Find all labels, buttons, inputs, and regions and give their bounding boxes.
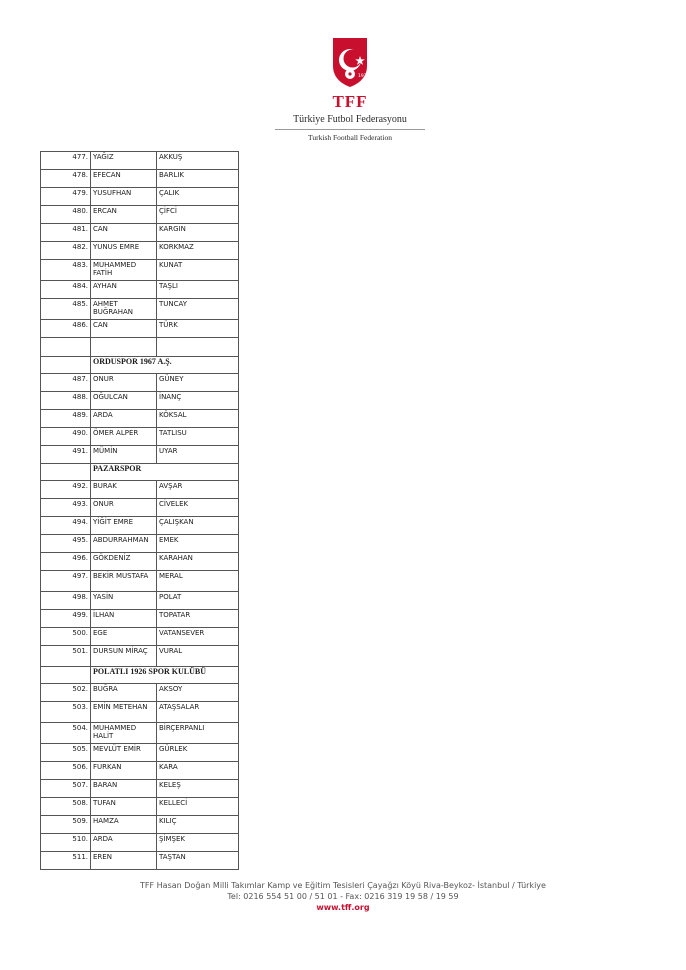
empty-cell <box>41 338 91 357</box>
letterhead <box>270 36 430 142</box>
player-number: 500. <box>41 628 91 646</box>
player-last-name: AKKUŞ <box>157 152 239 170</box>
player-row <box>41 299 239 320</box>
player-last-name: TOPATAR <box>157 610 239 628</box>
player-list-table <box>40 151 239 870</box>
player-first-name: YİĞİT EMRE <box>91 517 157 535</box>
player-first-name: ARDA <box>91 410 157 428</box>
player-row <box>41 499 239 517</box>
player-number: 498. <box>41 592 91 610</box>
player-first-name: ÖMER ALPER <box>91 428 157 446</box>
player-first-name: GÖKDENİZ <box>91 553 157 571</box>
player-first-name: CAN <box>91 320 157 338</box>
player-first-name: EMİN METEHAN <box>91 702 157 723</box>
player-number: 499. <box>41 610 91 628</box>
player-row <box>41 852 239 870</box>
page-footer <box>0 880 686 913</box>
player-number: 480. <box>41 206 91 224</box>
player-first-name: ONUR <box>91 499 157 517</box>
player-row <box>41 410 239 428</box>
player-last-name: EMEK <box>157 535 239 553</box>
spacer-row <box>41 338 239 357</box>
player-row <box>41 553 239 571</box>
player-first-name: EREN <box>91 852 157 870</box>
player-first-name: İLHAN <box>91 610 157 628</box>
player-row <box>41 723 239 744</box>
player-number: 496. <box>41 553 91 571</box>
player-row <box>41 535 239 553</box>
player-number: 495. <box>41 535 91 553</box>
player-first-name: AYHAN <box>91 281 157 299</box>
player-last-name: KARAHAN <box>157 553 239 571</box>
player-number: 502. <box>41 684 91 702</box>
player-first-name: DURSUN MİRAÇ <box>91 646 157 667</box>
player-last-name: AKSOY <box>157 684 239 702</box>
player-row <box>41 320 239 338</box>
player-last-name: BİRÇERPANLI <box>157 723 239 744</box>
player-row <box>41 780 239 798</box>
player-number: 503. <box>41 702 91 723</box>
player-row <box>41 152 239 170</box>
player-last-name: TAŞLI <box>157 281 239 299</box>
player-last-name: KARA <box>157 762 239 780</box>
player-row <box>41 188 239 206</box>
player-last-name: KORKMAZ <box>157 242 239 260</box>
player-first-name: MUHAMMED FATİH <box>91 260 157 281</box>
club-name: POLATLI 1926 SPOR KULÜBÜ <box>91 667 239 684</box>
player-number: 482. <box>41 242 91 260</box>
player-last-name: ÇİFCİ <box>157 206 239 224</box>
player-first-name: ARDA <box>91 834 157 852</box>
player-first-name: BURAK <box>91 481 157 499</box>
player-row <box>41 374 239 392</box>
player-number: 510. <box>41 834 91 852</box>
player-number: 506. <box>41 762 91 780</box>
player-number: 501. <box>41 646 91 667</box>
player-first-name: MEVLÜT EMİR <box>91 744 157 762</box>
player-first-name: ABDURRAHMAN <box>91 535 157 553</box>
player-last-name: CİVELEK <box>157 499 239 517</box>
player-first-name: HAMZA <box>91 816 157 834</box>
player-first-name: BEKİR MUSTAFA <box>91 571 157 592</box>
player-row <box>41 684 239 702</box>
player-number: 507. <box>41 780 91 798</box>
player-number: 477. <box>41 152 91 170</box>
player-last-name: TATLISU <box>157 428 239 446</box>
header-divider <box>275 129 425 130</box>
player-last-name: VATANSEVER <box>157 628 239 646</box>
player-first-name: TUFAN <box>91 798 157 816</box>
player-last-name: AVŞAR <box>157 481 239 499</box>
player-first-name: EFECAN <box>91 170 157 188</box>
player-row <box>41 610 239 628</box>
empty-cell <box>41 667 91 684</box>
player-last-name: POLAT <box>157 592 239 610</box>
empty-cell <box>91 338 157 357</box>
player-number: 491. <box>41 446 91 464</box>
player-row <box>41 571 239 592</box>
player-first-name: AHMET BUĞRAHAN <box>91 299 157 320</box>
player-number: 494. <box>41 517 91 535</box>
player-number: 493. <box>41 499 91 517</box>
player-last-name: KELLECİ <box>157 798 239 816</box>
player-last-name: TUNCAY <box>157 299 239 320</box>
player-row <box>41 392 239 410</box>
player-last-name: ŞİMŞEK <box>157 834 239 852</box>
brand-abbreviation: TFF <box>332 92 368 111</box>
player-row <box>41 646 239 667</box>
player-row <box>41 428 239 446</box>
player-last-name: ÇALIK <box>157 188 239 206</box>
player-first-name: CAN <box>91 224 157 242</box>
player-first-name: YAĞIZ <box>91 152 157 170</box>
player-number: 486. <box>41 320 91 338</box>
player-last-name: KÖKSAL <box>157 410 239 428</box>
player-number: 487. <box>41 374 91 392</box>
player-number: 508. <box>41 798 91 816</box>
federation-name-en: Turkish Football Federation <box>308 133 392 142</box>
player-row <box>41 224 239 242</box>
player-first-name: YUNUS EMRE <box>91 242 157 260</box>
player-row <box>41 798 239 816</box>
player-first-name: BARAN <box>91 780 157 798</box>
player-last-name: KILIÇ <box>157 816 239 834</box>
club-header-row <box>41 464 239 481</box>
player-number: 484. <box>41 281 91 299</box>
federation-name-tr: Türkiye Futbol Federasyonu <box>293 114 407 125</box>
player-number: 490. <box>41 428 91 446</box>
player-row <box>41 592 239 610</box>
player-last-name: TAŞTAN <box>157 852 239 870</box>
player-row <box>41 702 239 723</box>
player-number: 492. <box>41 481 91 499</box>
player-last-name: ÇALIŞKAN <box>157 517 239 535</box>
club-name: PAZARSPOR <box>91 464 239 481</box>
player-number: 497. <box>41 571 91 592</box>
player-last-name: GÜNEY <box>157 374 239 392</box>
player-number: 485. <box>41 299 91 320</box>
player-first-name: FURKAN <box>91 762 157 780</box>
player-last-name: BARLIK <box>157 170 239 188</box>
player-row <box>41 446 239 464</box>
player-first-name: ONUR <box>91 374 157 392</box>
player-first-name: YASİN <box>91 592 157 610</box>
player-last-name: İNANÇ <box>157 392 239 410</box>
player-last-name: MERAL <box>157 571 239 592</box>
player-number: 488. <box>41 392 91 410</box>
empty-cell <box>157 338 239 357</box>
player-first-name: MÜMİN <box>91 446 157 464</box>
player-number: 479. <box>41 188 91 206</box>
club-name: ORDUSPOR 1967 A.Ş. <box>91 357 239 374</box>
player-number: 483. <box>41 260 91 281</box>
player-last-name: KUNAT <box>157 260 239 281</box>
player-first-name: YUSUFHAN <box>91 188 157 206</box>
player-row <box>41 481 239 499</box>
player-last-name: UYAR <box>157 446 239 464</box>
club-header-row <box>41 667 239 684</box>
footer-phone: Tel: 0216 554 51 00 / 51 01 - Fax: 0216 319 19 58 / 19 59 <box>227 892 459 901</box>
player-number: 505. <box>41 744 91 762</box>
footer-website-link[interactable]: www.tff.org <box>316 903 370 912</box>
player-first-name: ERCAN <box>91 206 157 224</box>
player-row <box>41 744 239 762</box>
player-row <box>41 281 239 299</box>
player-number: 478. <box>41 170 91 188</box>
player-first-name: EGE <box>91 628 157 646</box>
player-row <box>41 170 239 188</box>
footer-address: TFF Hasan Doğan Milli Takımlar Kamp ve Eğitim Tesisleri Çayağzı Köyü Riva-Beykoz- İstanbul / Türkiye <box>140 881 546 890</box>
player-row <box>41 242 239 260</box>
player-row <box>41 517 239 535</box>
empty-cell <box>41 357 91 374</box>
player-row <box>41 816 239 834</box>
player-number: 489. <box>41 410 91 428</box>
player-last-name: TÜRK <box>157 320 239 338</box>
player-number: 511. <box>41 852 91 870</box>
player-first-name: BUĞRA <box>91 684 157 702</box>
player-first-name: OĞULCAN <box>91 392 157 410</box>
player-number: 481. <box>41 224 91 242</box>
player-row <box>41 206 239 224</box>
empty-cell <box>41 464 91 481</box>
player-row <box>41 628 239 646</box>
svg-text:1923: 1923 <box>358 74 370 79</box>
player-last-name: GÜRLEK <box>157 744 239 762</box>
tff-crest-icon <box>330 36 370 88</box>
player-number: 504. <box>41 723 91 744</box>
player-row <box>41 260 239 281</box>
player-first-name: MUHAMMED HALİT <box>91 723 157 744</box>
player-last-name: ATAŞSALAR <box>157 702 239 723</box>
player-last-name: KARGIN <box>157 224 239 242</box>
player-row <box>41 834 239 852</box>
player-row <box>41 762 239 780</box>
club-header-row <box>41 357 239 374</box>
player-last-name: VURAL <box>157 646 239 667</box>
player-last-name: KELEŞ <box>157 780 239 798</box>
player-number: 509. <box>41 816 91 834</box>
